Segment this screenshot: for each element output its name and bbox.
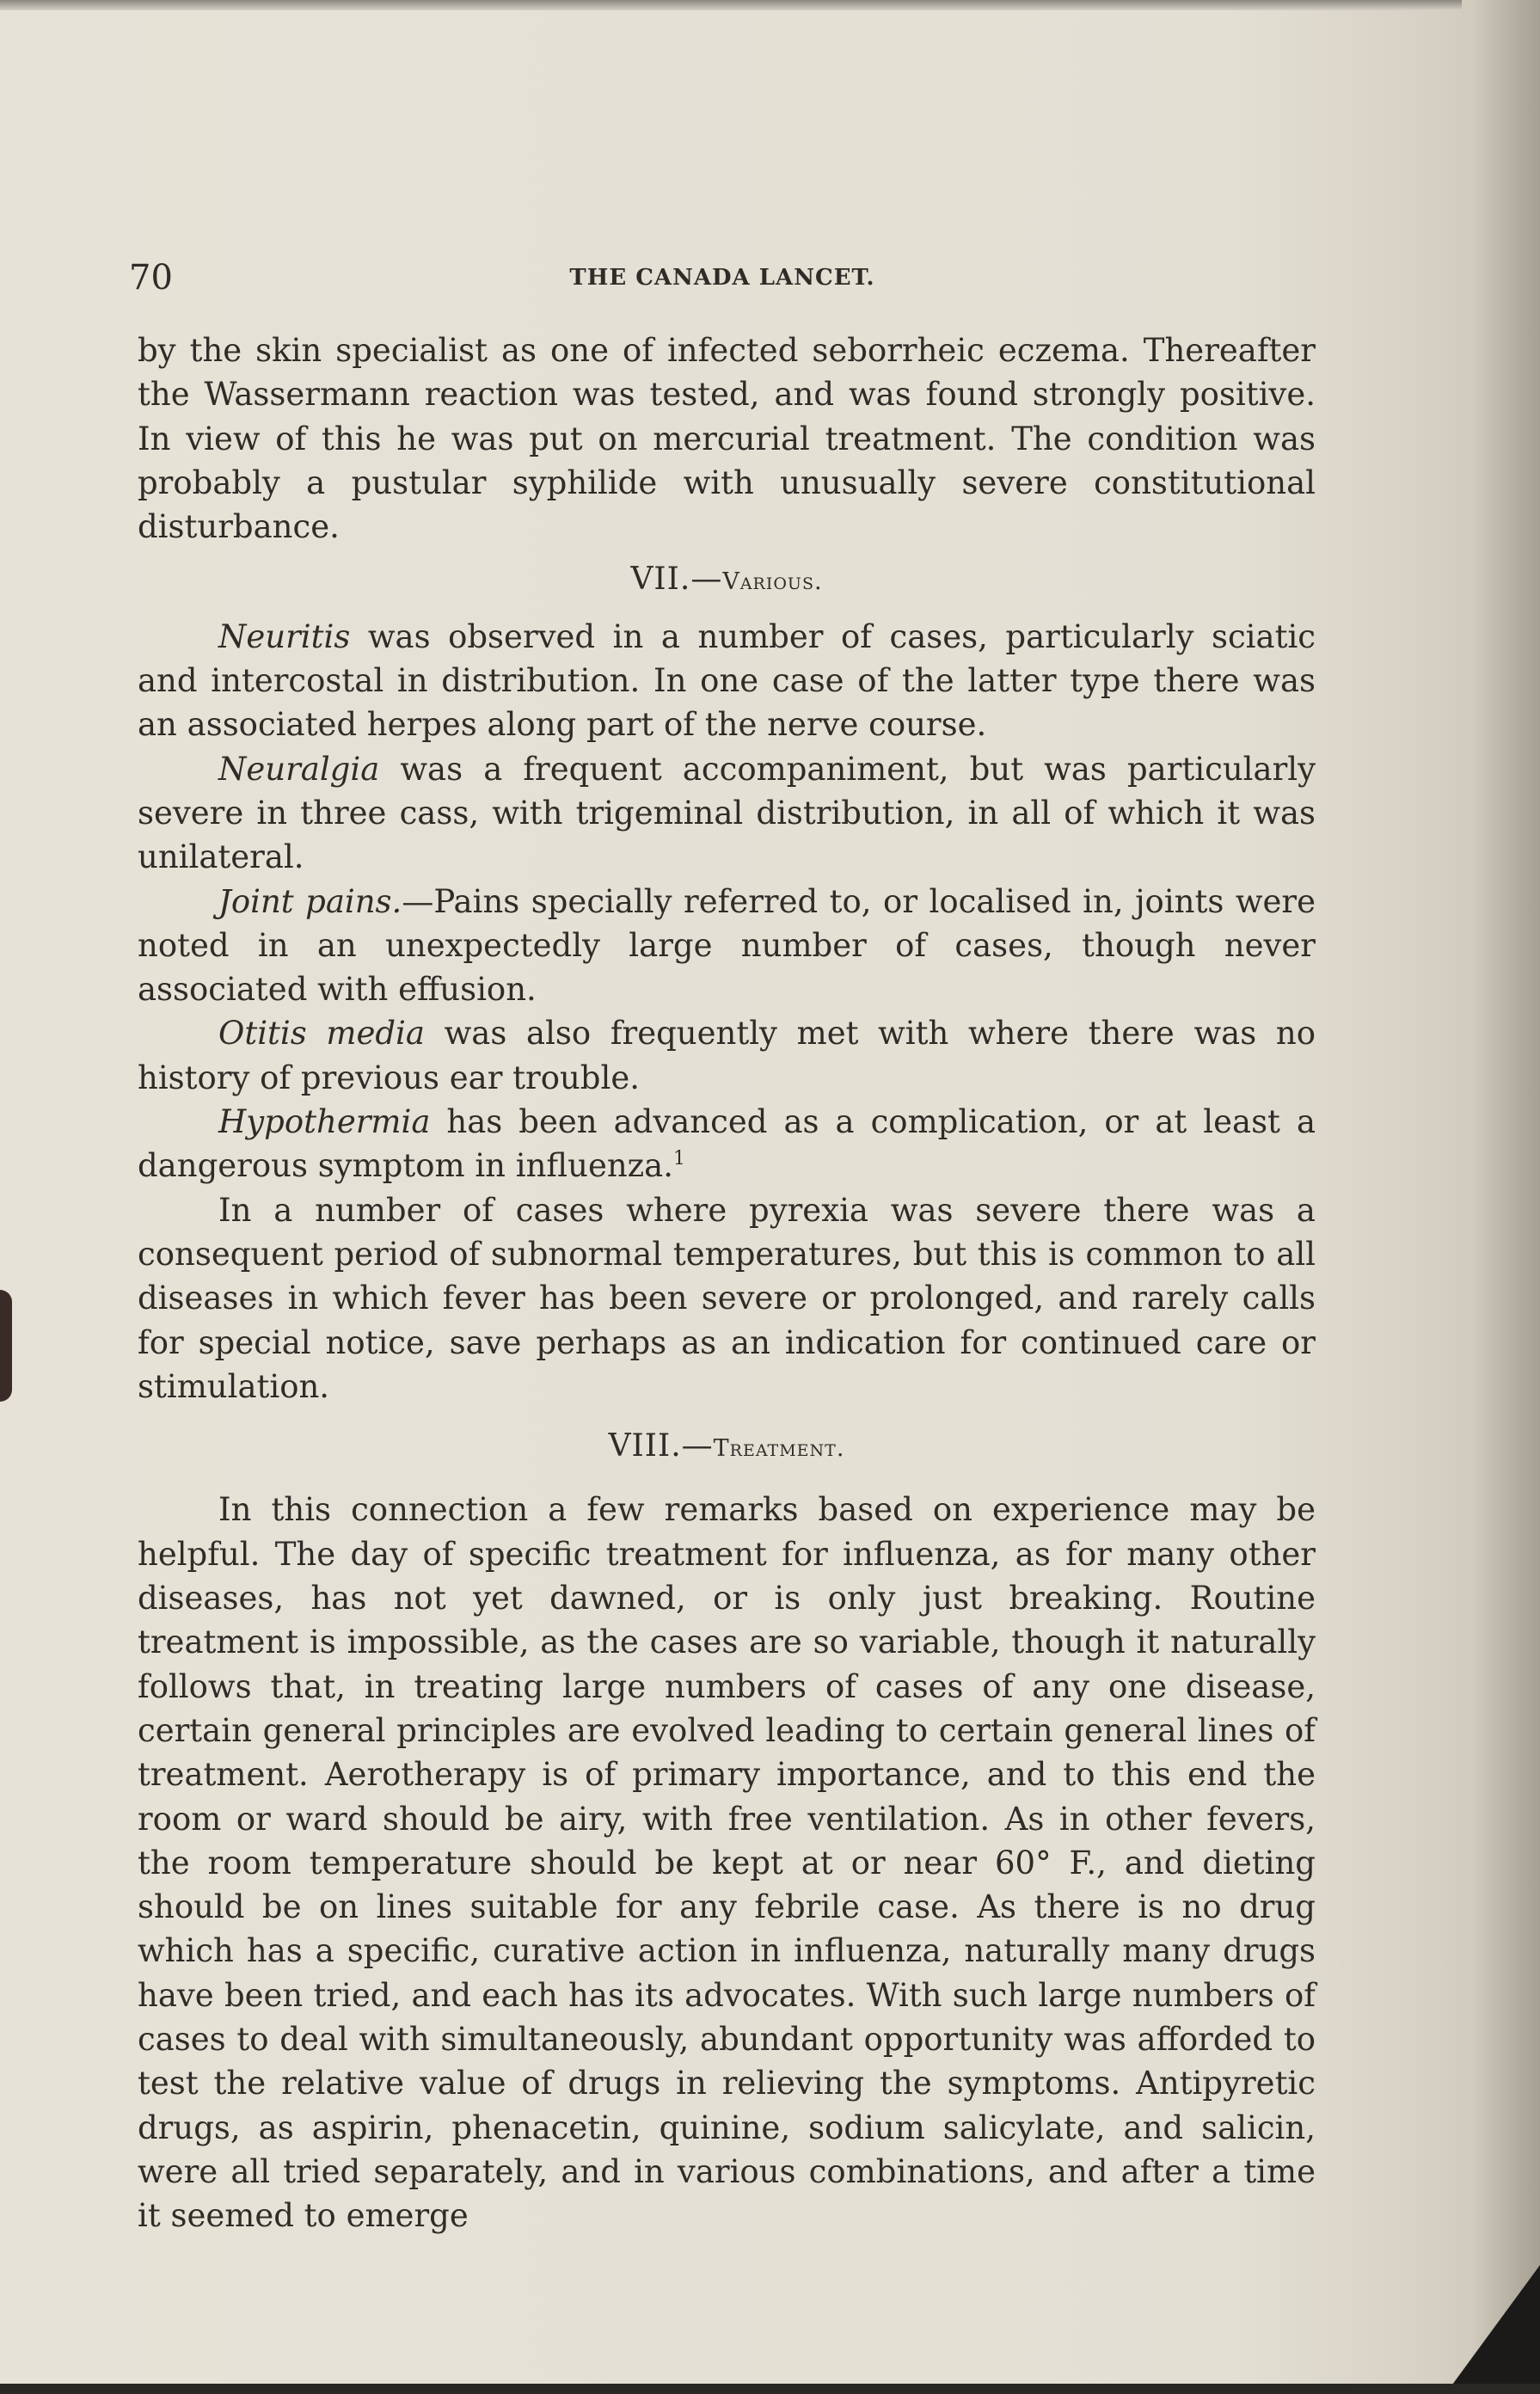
paragraph-text: —Pains specially referred to, or localised in, joints were noted in an unexpectedly large number of cases, though never associated with effusion. <box>138 882 1316 1009</box>
paragraph-subnormal-temperatures: In a number of cases where pyrexia was severe there was a consequent period of subnormal temperatures, but this is common to all diseases in which fever has been severe or prolonged, and rarely calls for special notice, save perhaps as an indication for continued care or stimulation. <box>138 1191 1316 1405</box>
body-text <box>138 328 1316 2237</box>
continuation-paragraph: by the skin specialist as one of infected seborrheic eczema. Thereafter the Wassermann reaction was tested, and was found strongly positive. In view of this he was put on mercurial treatment. The condition was probably a pustular syphilide with unusually severe constitutional disturbance. <box>138 332 1316 546</box>
paragraph-text: was observed in a number of cases, particularly sciatic and intercostal in distribution. In one case of the latter type there was an associated herpes along part of the nerve course. <box>138 617 1316 744</box>
paragraph-neuritis <box>138 615 1316 747</box>
binding-shadow <box>1471 0 1540 2394</box>
section-heading-vii <box>138 557 1316 604</box>
page-number: 70 <box>129 258 173 298</box>
page-header <box>129 258 1316 301</box>
page-top-edge <box>0 0 1462 10</box>
section-title: Treatment. <box>713 1435 845 1463</box>
paragraph-text: was also frequently met with where there was no history of previous ear trouble. <box>138 1015 1316 1096</box>
paragraph-hypothermia <box>138 1100 1316 1188</box>
paragraph-lead: Neuritis <box>218 617 351 655</box>
paragraph-joint-pains <box>138 880 1316 1012</box>
paragraph-lead: Hypothermia <box>218 1103 431 1141</box>
paragraph-text: has been advanced as a complication, or at least a dangerous symptom in influenza. <box>138 1103 1316 1185</box>
running-title: THE CANADA LANCET. <box>569 265 875 291</box>
page-bottom-edge <box>0 2384 1540 2394</box>
paragraph-lead: Neuralgia <box>218 750 380 788</box>
paragraph-treatment: In this connection a few remarks based on experience may be helpful. The day of specific treatment for influenza, as for many other diseases, has not yet dawned, or is only just breaking. Routine treatment is impossible, as the cases are so variable, though it naturally follows that, in treating large numbers of cases of any one disease, certain general principles are evolved leading to certain general lines of treatment. Aerotherapy is of primary importance, and to this end the room or ward should be airy, with free ventilation. As in other fevers, the room temperature should be kept at or near 60° F., and dieting should be on lines suitable for any febrile case. As there is no drug which has a specific, curative action in influenza, naturally many drugs have been tried, and each has its advocates. With such large numbers of cases to deal with simultaneously, abundant opportunity was afforded to test the relative value of drugs in relieving the symptoms. Antipyretic drugs, as aspirin, phenacetin, quinine, sodium salicylate, and salicin, were all tried separately, and in various combinations, and after a time it seemed to emerge <box>138 1491 1316 2235</box>
section-numeral: VIII.— <box>608 1428 714 1464</box>
paragraph-lead: Joint pains. <box>218 882 402 920</box>
section-title: Various. <box>722 568 823 596</box>
section-heading-viii <box>138 1424 1316 1470</box>
paragraph-otitis-media <box>138 1011 1316 1100</box>
page-corner <box>1445 2265 1540 2394</box>
section-numeral: VII.— <box>630 562 723 598</box>
paragraph-neuralgia <box>138 747 1316 880</box>
paragraph-text: was a frequent accompaniment, but was particularly severe in three cass, with trigeminal distribution, in all of which it was unilateral. <box>138 750 1316 876</box>
thumb-mark <box>0 1290 12 1402</box>
footnote-marker: 1 <box>672 1148 685 1170</box>
paragraph-lead: Otitis media <box>218 1015 425 1053</box>
